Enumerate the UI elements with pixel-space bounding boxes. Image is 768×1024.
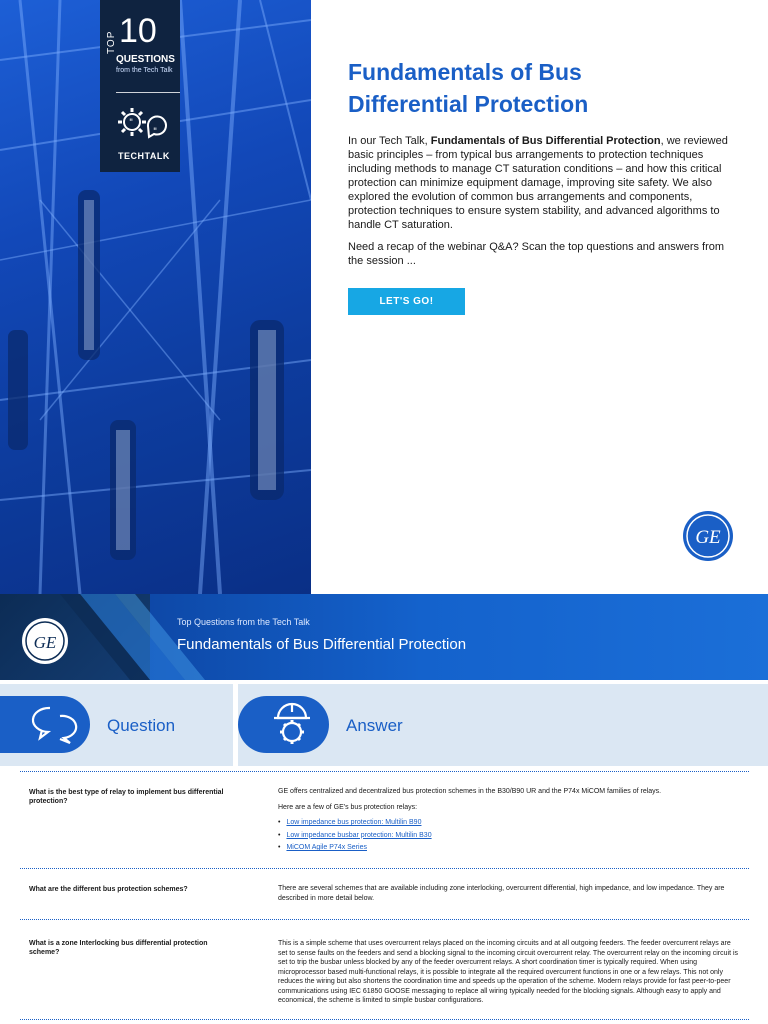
row-2-answer-p1: There are several schemes that are available including zone interlocking, overcurrent differential, high impedance, and low impedance. They are described in more detail below. — [278, 885, 725, 902]
badge-questions: QUESTIONS — [116, 54, 175, 65]
page-title — [348, 56, 728, 120]
top10-badge — [100, 0, 180, 172]
engineer-gear-icon — [270, 700, 314, 753]
row-3-answer-p1: This is a simple scheme that uses overcurrent relays placed on the incoming circuits and at all outgoing feeders. The feeder overcurrent relays are set to sense faults on the feeders and send a blocking signal to the incoming circuit overcurrent relay. The overcurrent relay on the incoming circuit is set to trip the busbar unless blocked by any of the feeder overcurrent relays. A short coordination timer is typically required. When using microprocessor based multi-functional relays, it is possible to integrate all the required overcurrent functions in one or a few relays. This not only reduces the wiring but also shortens the coordination time and speeds up the operation of the scheme. Modern relays provide for fast peer-to-peer communications using IEC 61850 GOOSE messaging to replace all wiring typically needed for the blocking signals. Although easy to apply and economical, the scheme is limited to simple busbar configurations. — [278, 940, 739, 1004]
banner-ge-logo-text: GE — [33, 633, 57, 652]
row-3-question: What is a zone Interlocking bus differential protection scheme? — [29, 940, 208, 956]
intro-prefix: In our Tech Talk, — [348, 135, 431, 147]
svg-text:": " — [153, 127, 158, 137]
row-2-answer — [278, 884, 742, 909]
list-item — [278, 843, 742, 853]
lets-go-button[interactable]: LET'S GO! — [348, 288, 465, 315]
row-divider — [20, 1019, 749, 1020]
row-1-question: What is the best type of relay to implement bus differential protection? — [29, 789, 224, 805]
chat-bubbles-icon — [30, 704, 80, 749]
intro-bold: Fundamentals of Bus Differential Protection — [430, 135, 661, 147]
techtalk-icon — [116, 104, 168, 149]
row-2-question: What are the different bus protection schemes? — [29, 886, 188, 893]
row-3-answer — [278, 939, 742, 1012]
svg-text:": " — [129, 118, 134, 128]
badge-techtalk: TECHTALK — [118, 151, 170, 161]
row-divider — [20, 919, 749, 920]
row-1-answer-p1: GE offers centralized and decentralized bus protection schemes in the B30/B90 UR and the P74x MiCOM families of relays. — [278, 788, 662, 795]
row-divider — [20, 771, 749, 772]
relay-link-list — [278, 818, 742, 853]
ge-logo-text: GE — [695, 527, 721, 548]
row-1-answer — [278, 787, 742, 856]
banner-ge-logo-icon — [21, 617, 69, 670]
badge-divider — [116, 92, 180, 93]
badge-top-label: TOP — [106, 30, 117, 54]
question-label: Question — [107, 716, 176, 735]
link-micom-p74x[interactable]: MiCOM Agile P74x Series — [286, 844, 367, 851]
title-line-2: Differential Protection — [348, 91, 589, 117]
badge-subtitle: from the Tech Talk — [116, 67, 173, 74]
ge-logo-icon — [682, 510, 734, 567]
badge-number: 10 — [119, 12, 157, 50]
banner-title: Fundamentals of Bus Differential Protection — [177, 636, 467, 653]
list-item — [278, 831, 742, 841]
intro-rest: , we reviewed basic principles – from typical bus arrangements to protection techniques including methods to manage CT saturation conditions – and how this critical protection can minimize equipment damage, improving site safety. We also explored the evolution of common bus arrangements and components, protection techniques to ensure system stability, and advanced algorithms to handle CT saturation. — [348, 135, 728, 231]
banner-subtitle: Top Questions from the Tech Talk — [177, 617, 310, 627]
intro-paragraph — [348, 134, 738, 232]
link-multilin-b30[interactable]: Low impedance busbar protection: Multilin B30 — [286, 831, 432, 839]
link-multilin-b90[interactable]: Low impedance bus protection: Multilin B90 — [286, 819, 422, 826]
title-line-1: Fundamentals of Bus — [348, 59, 582, 85]
row-1-answer-p2: Here are a few of GE's bus protection relays: — [278, 803, 418, 811]
answer-label: Answer — [346, 716, 403, 735]
list-item — [278, 818, 742, 828]
row-divider — [20, 868, 749, 869]
recap-paragraph: Need a recap of the webinar Q&A? Scan the top questions and answers from the session ... — [348, 241, 725, 267]
